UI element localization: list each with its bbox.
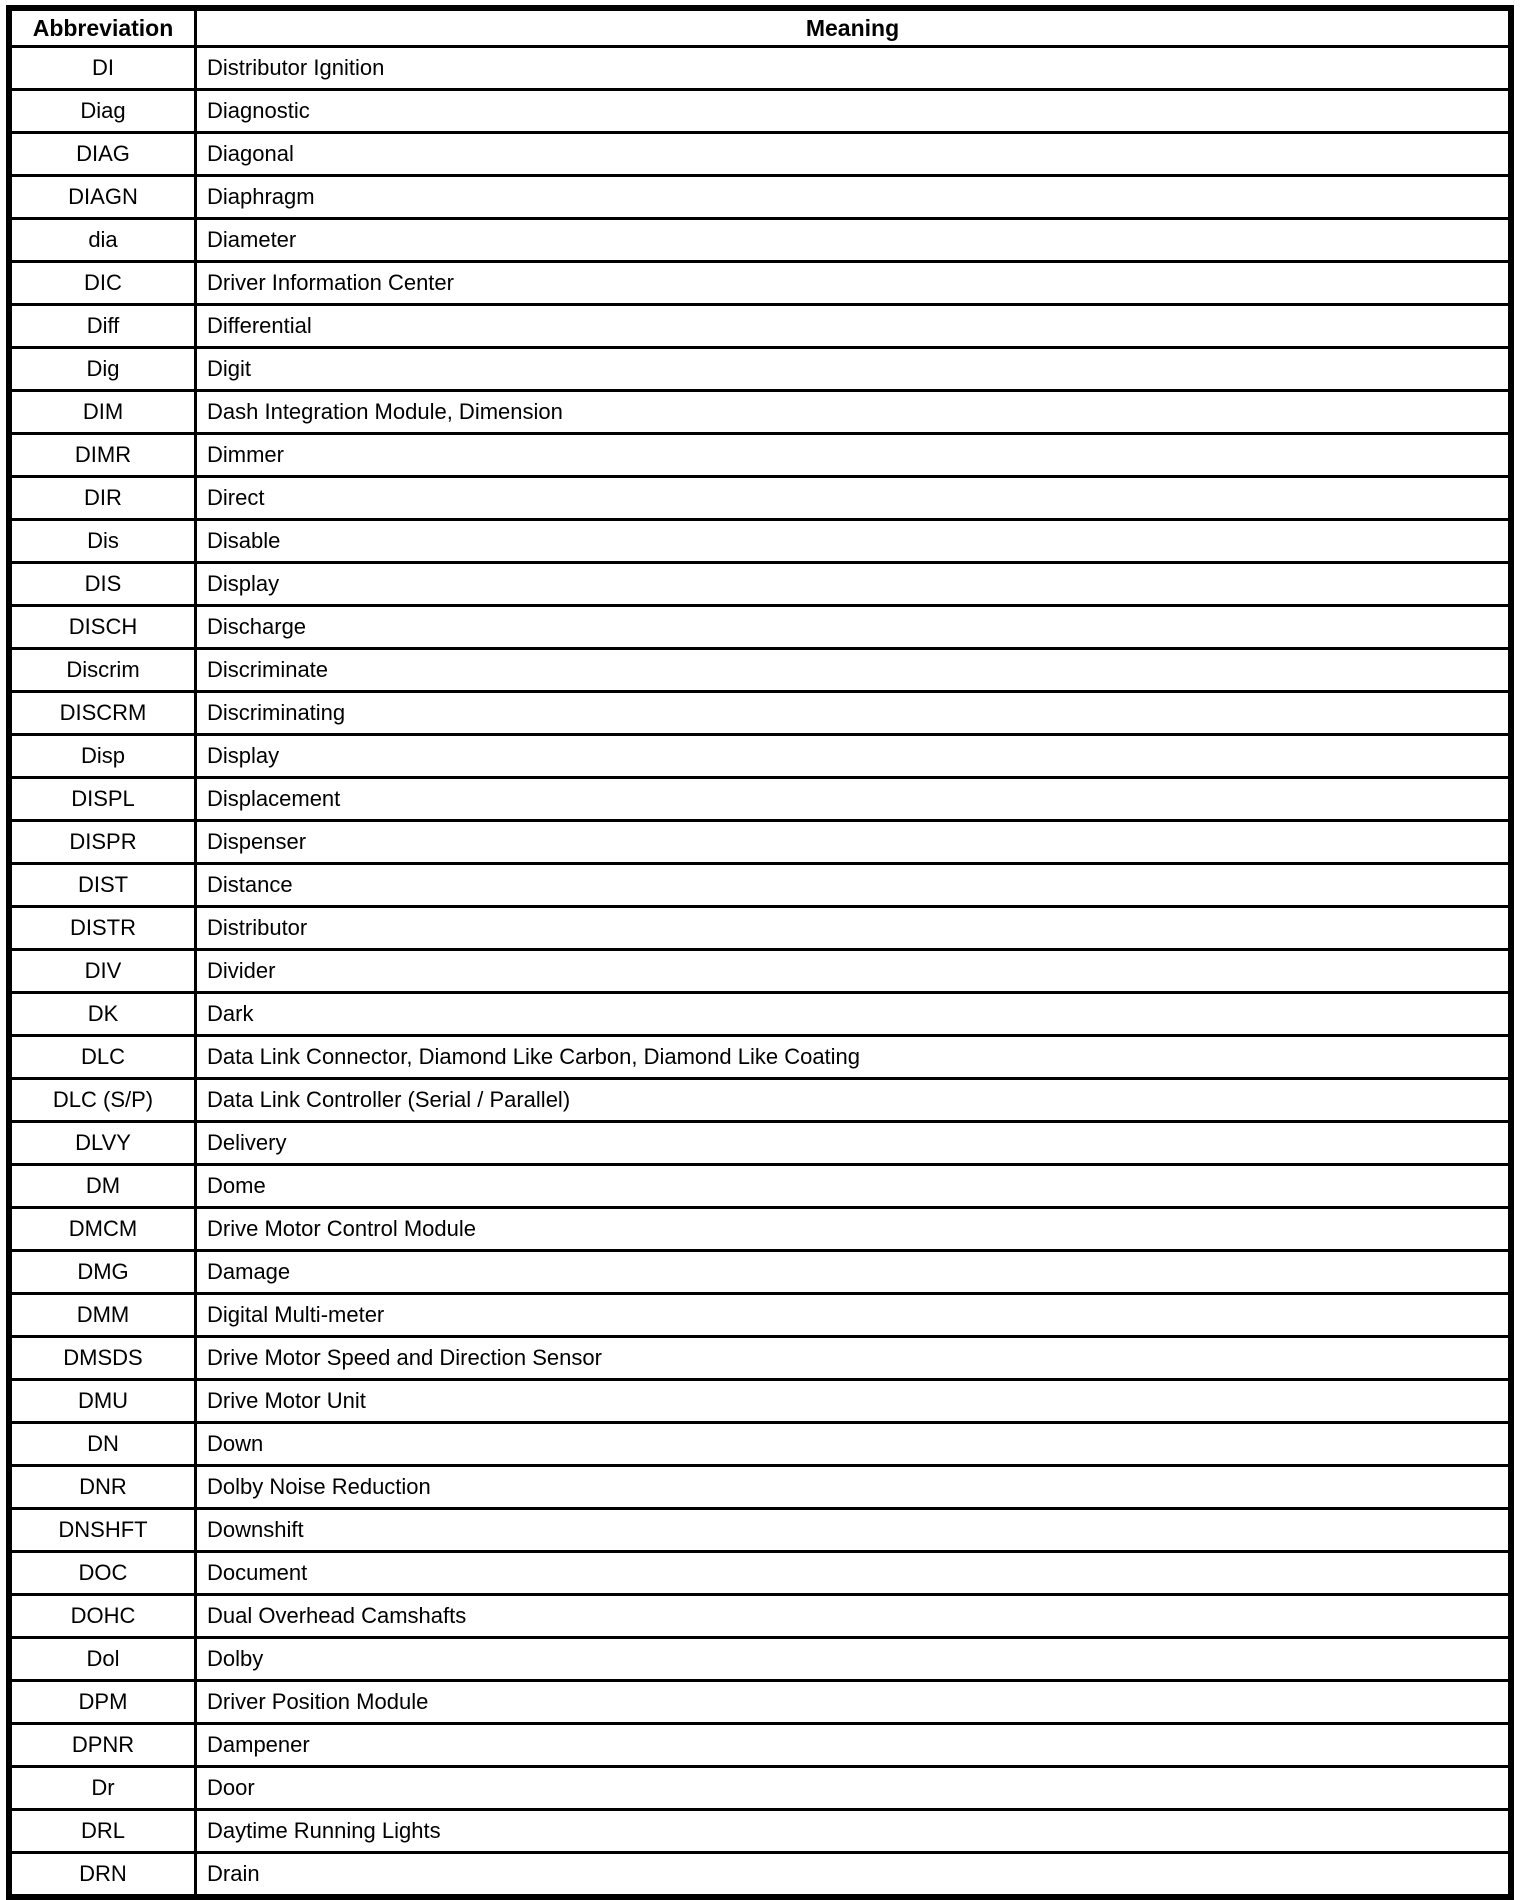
- table-row: [9, 1122, 1511, 1165]
- abbr-cell: DIMR: [9, 434, 196, 477]
- table-row: [9, 520, 1511, 563]
- table-row: [9, 1423, 1511, 1466]
- meaning-cell: Digit: [196, 348, 1512, 391]
- abbr-cell: DRN: [9, 1853, 196, 1898]
- meaning-cell: Down: [196, 1423, 1512, 1466]
- table-row: [9, 1466, 1511, 1509]
- abbr-cell: DPM: [9, 1681, 196, 1724]
- meaning-cell: Dolby Noise Reduction: [196, 1466, 1512, 1509]
- table-row: [9, 1509, 1511, 1552]
- abbr-cell: DISTR: [9, 907, 196, 950]
- table-row: [9, 176, 1511, 219]
- meaning-cell: Discharge: [196, 606, 1512, 649]
- meaning-cell: Damage: [196, 1251, 1512, 1294]
- abbr-cell: DIR: [9, 477, 196, 520]
- abbr-cell: DIV: [9, 950, 196, 993]
- meaning-cell: Drive Motor Unit: [196, 1380, 1512, 1423]
- meaning-cell: Distributor: [196, 907, 1512, 950]
- table-row: [9, 735, 1511, 778]
- table-row: [9, 778, 1511, 821]
- table-row: [9, 1251, 1511, 1294]
- table-row: [9, 907, 1511, 950]
- abbr-cell: DI: [9, 47, 196, 90]
- meaning-cell: Dark: [196, 993, 1512, 1036]
- meaning-cell: Dispenser: [196, 821, 1512, 864]
- meaning-cell: Data Link Connector, Diamond Like Carbon, Diamond Like Coating: [196, 1036, 1512, 1079]
- table-row: [9, 1724, 1511, 1767]
- meaning-cell: Displacement: [196, 778, 1512, 821]
- table-row: [9, 1380, 1511, 1423]
- meaning-cell: Driver Position Module: [196, 1681, 1512, 1724]
- table-row: [9, 563, 1511, 606]
- meaning-cell: Discriminate: [196, 649, 1512, 692]
- table-row: [9, 1681, 1511, 1724]
- meaning-cell: Diameter: [196, 219, 1512, 262]
- meaning-cell: Daytime Running Lights: [196, 1810, 1512, 1853]
- table-row: [9, 434, 1511, 477]
- table-row: [9, 1294, 1511, 1337]
- abbr-cell: DIAGN: [9, 176, 196, 219]
- meaning-cell: Distributor Ignition: [196, 47, 1512, 90]
- table-row: [9, 1638, 1511, 1681]
- meaning-cell: Drain: [196, 1853, 1512, 1898]
- table-row: [9, 606, 1511, 649]
- abbr-cell: DNSHFT: [9, 1509, 196, 1552]
- table-row: [9, 1552, 1511, 1595]
- meaning-cell: Data Link Controller (Serial / Parallel): [196, 1079, 1512, 1122]
- abbr-cell: DN: [9, 1423, 196, 1466]
- abbr-cell: DK: [9, 993, 196, 1036]
- column-header-meaning: Meaning: [196, 8, 1512, 47]
- abbr-cell: DISCH: [9, 606, 196, 649]
- abbr-cell: Dig: [9, 348, 196, 391]
- meaning-cell: Discriminating: [196, 692, 1512, 735]
- meaning-cell: Driver Information Center: [196, 262, 1512, 305]
- table-row: [9, 1165, 1511, 1208]
- abbr-cell: DIC: [9, 262, 196, 305]
- table-row: [9, 133, 1511, 176]
- abbr-cell: DPNR: [9, 1724, 196, 1767]
- meaning-cell: Divider: [196, 950, 1512, 993]
- meaning-cell: Dome: [196, 1165, 1512, 1208]
- table-row: [9, 692, 1511, 735]
- table-row: [9, 1079, 1511, 1122]
- meaning-cell: Dash Integration Module, Dimension: [196, 391, 1512, 434]
- table-row: [9, 993, 1511, 1036]
- table-row: [9, 391, 1511, 434]
- abbr-cell: DLC (S/P): [9, 1079, 196, 1122]
- abbr-cell: DNR: [9, 1466, 196, 1509]
- abbr-cell: DLVY: [9, 1122, 196, 1165]
- meaning-cell: Dolby: [196, 1638, 1512, 1681]
- meaning-cell: Diagnostic: [196, 90, 1512, 133]
- meaning-cell: Door: [196, 1767, 1512, 1810]
- table-row: [9, 47, 1511, 90]
- table-row: [9, 219, 1511, 262]
- abbr-cell: DMM: [9, 1294, 196, 1337]
- meaning-cell: Dampener: [196, 1724, 1512, 1767]
- abbr-cell: DMU: [9, 1380, 196, 1423]
- table-row: [9, 1337, 1511, 1380]
- meaning-cell: Display: [196, 735, 1512, 778]
- meaning-cell: Digital Multi-meter: [196, 1294, 1512, 1337]
- abbr-cell: Diag: [9, 90, 196, 133]
- abbr-cell: DRL: [9, 1810, 196, 1853]
- table-row: [9, 90, 1511, 133]
- meaning-cell: Downshift: [196, 1509, 1512, 1552]
- abbr-cell: DLC: [9, 1036, 196, 1079]
- table-row: [9, 950, 1511, 993]
- abbr-cell: DIST: [9, 864, 196, 907]
- abbr-cell: DIS: [9, 563, 196, 606]
- abbr-cell: DMSDS: [9, 1337, 196, 1380]
- meaning-cell: Differential: [196, 305, 1512, 348]
- abbr-cell: Dr: [9, 1767, 196, 1810]
- meaning-cell: Dimmer: [196, 434, 1512, 477]
- abbr-cell: Disp: [9, 735, 196, 778]
- table-row: [9, 821, 1511, 864]
- abbr-cell: DMCM: [9, 1208, 196, 1251]
- abbr-cell: Diff: [9, 305, 196, 348]
- header-row: [9, 8, 1511, 47]
- table-row: [9, 305, 1511, 348]
- meaning-cell: Direct: [196, 477, 1512, 520]
- meaning-cell: Display: [196, 563, 1512, 606]
- table-row: [9, 1208, 1511, 1251]
- table-row: [9, 649, 1511, 692]
- abbr-cell: DM: [9, 1165, 196, 1208]
- meaning-cell: Drive Motor Control Module: [196, 1208, 1512, 1251]
- abbr-cell: DOC: [9, 1552, 196, 1595]
- meaning-cell: Distance: [196, 864, 1512, 907]
- abbr-cell: DIM: [9, 391, 196, 434]
- meaning-cell: Delivery: [196, 1122, 1512, 1165]
- table-row: [9, 477, 1511, 520]
- table-row: [9, 262, 1511, 305]
- table-row: [9, 1595, 1511, 1638]
- meaning-cell: Disable: [196, 520, 1512, 563]
- meaning-cell: Dual Overhead Camshafts: [196, 1595, 1512, 1638]
- meaning-cell: Drive Motor Speed and Direction Sensor: [196, 1337, 1512, 1380]
- abbr-cell: dia: [9, 219, 196, 262]
- abbr-cell: DMG: [9, 1251, 196, 1294]
- abbr-cell: Dol: [9, 1638, 196, 1681]
- table-row: [9, 348, 1511, 391]
- abbr-cell: DOHC: [9, 1595, 196, 1638]
- meaning-cell: Diagonal: [196, 133, 1512, 176]
- table-row: [9, 864, 1511, 907]
- table-row: [9, 1767, 1511, 1810]
- abbr-cell: Dis: [9, 520, 196, 563]
- abbr-cell: Discrim: [9, 649, 196, 692]
- meaning-cell: Document: [196, 1552, 1512, 1595]
- table-row: [9, 1036, 1511, 1079]
- abbr-cell: DIAG: [9, 133, 196, 176]
- abbreviation-table: [6, 5, 1514, 1900]
- table-row: [9, 1810, 1511, 1853]
- table-row: [9, 1853, 1511, 1898]
- column-header-abbreviation: Abbreviation: [9, 8, 196, 47]
- abbr-cell: DISCRM: [9, 692, 196, 735]
- meaning-cell: Diaphragm: [196, 176, 1512, 219]
- abbr-cell: DISPL: [9, 778, 196, 821]
- abbr-cell: DISPR: [9, 821, 196, 864]
